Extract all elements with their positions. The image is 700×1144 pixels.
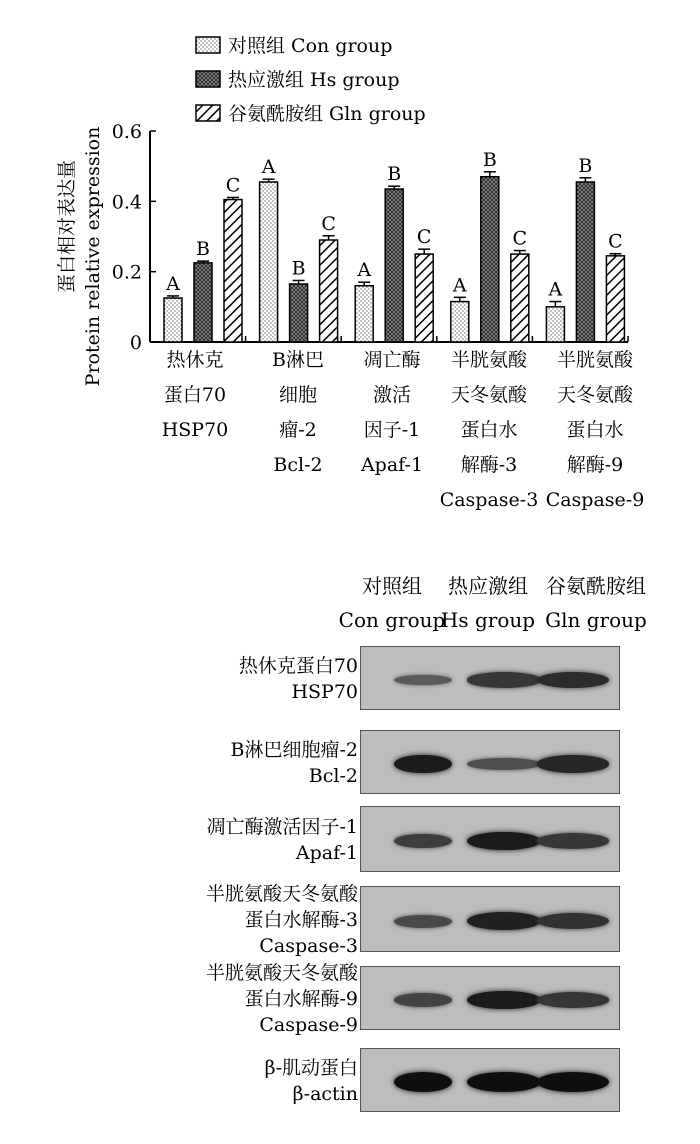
column-header-en: Con group <box>338 608 446 632</box>
significance-letter: C <box>321 212 336 235</box>
bar <box>451 302 469 342</box>
category-label-line: 蛋白70 <box>163 384 227 406</box>
row-label-en: Caspase-9 <box>259 1014 358 1036</box>
blot-band <box>394 675 452 686</box>
significance-letter: B <box>291 257 306 280</box>
category-label-line: 瘤-2 <box>279 419 317 441</box>
bar <box>194 263 212 342</box>
bar <box>511 254 529 342</box>
blot-band <box>537 1072 609 1092</box>
blot-band <box>467 832 541 851</box>
blot-panel <box>360 730 620 794</box>
category-label-line: Caspase-3 <box>439 489 539 511</box>
category-label-line: 天冬氨酸 <box>450 384 528 406</box>
blot-panel <box>360 1048 620 1112</box>
y-tick-label: 0.6 <box>111 121 142 143</box>
category-label-line: 激活 <box>372 384 412 406</box>
blot-band <box>467 1072 541 1092</box>
significance-letter: B <box>387 163 402 186</box>
significance-letter: A <box>261 156 276 179</box>
significance-letter: A <box>548 278 563 301</box>
legend-swatch <box>196 71 220 87</box>
bars <box>164 149 624 342</box>
category-label-line: 因子-1 <box>363 419 421 441</box>
row-label-zh: 凋亡酶激活因子-1 <box>206 816 358 838</box>
legend-label: 谷氨酰胺组 Gln group <box>228 103 426 125</box>
category-label-line: 解酶-9 <box>566 454 624 476</box>
y-tick-label: 0 <box>129 332 142 354</box>
blot-panel <box>360 966 620 1030</box>
significance-letter: C <box>512 227 528 250</box>
blot-panel <box>360 806 620 872</box>
row-label-en: Bcl-2 <box>308 765 358 787</box>
row-label-zh: 热休克蛋白70 <box>238 655 358 677</box>
row-label-zh: 半胱氨酸天冬氨酸 <box>205 962 358 984</box>
blot-band <box>467 672 541 687</box>
significance-letter: C <box>608 230 623 253</box>
bar <box>290 284 308 342</box>
category-label-line: HSP70 <box>161 419 229 441</box>
legend <box>196 35 426 125</box>
bar <box>385 189 403 342</box>
significance-letter: B <box>482 148 497 171</box>
bar <box>481 177 499 342</box>
blot-band <box>394 1072 452 1092</box>
bar <box>606 256 624 342</box>
bar <box>260 182 278 342</box>
category-label-line: 凋亡酶 <box>363 349 421 371</box>
blot-band <box>467 912 541 930</box>
bar <box>224 200 242 342</box>
row-label-en: Caspase-3 <box>259 935 358 957</box>
blot-band <box>467 991 541 1010</box>
significance-letter: A <box>452 274 467 297</box>
category-label-line: 半胱氨酸 <box>556 349 634 371</box>
category-label-line: 细胞 <box>278 384 318 406</box>
y-axis-label-zh: 蛋白相对表达量 <box>56 159 78 294</box>
category-labels <box>162 349 645 511</box>
category-label-line: 蛋白水 <box>566 419 624 441</box>
blot-band <box>394 993 452 1007</box>
y-axis-label-en: Protein relative expression <box>82 126 104 387</box>
legend-label: 热应激组 Hs group <box>228 69 400 91</box>
blot-band <box>537 913 609 929</box>
western-blot <box>0 560 700 1144</box>
category-label-line: Caspase-9 <box>545 489 645 511</box>
bar <box>164 298 182 342</box>
blot-band <box>394 755 452 774</box>
category-label-line: 天冬氨酸 <box>556 384 634 406</box>
bar <box>355 286 373 342</box>
category-label-line: 蛋白水 <box>460 419 518 441</box>
blot-band <box>394 915 452 928</box>
significance-letter: A <box>166 272 180 295</box>
blot-band <box>537 992 609 1007</box>
y-tick-label: 0.4 <box>111 191 142 214</box>
blot-panel <box>360 886 620 952</box>
category-label-line: Bcl-2 <box>273 454 323 476</box>
blot-band <box>394 834 452 848</box>
category-label-line: Apaf-1 <box>360 454 424 476</box>
blot-band <box>537 755 609 772</box>
column-header-en: Hs group <box>440 608 536 632</box>
row-label-zh: B淋巴细胞瘤-2 <box>230 739 358 761</box>
column-header-zh: 对照组 <box>362 574 422 598</box>
category-label-line: B淋巴 <box>272 349 324 371</box>
category-label-line: 解酶-3 <box>460 454 518 476</box>
significance-letter: B <box>578 154 593 177</box>
legend-swatch <box>196 105 220 121</box>
bar <box>546 307 564 342</box>
category-label-line: 半胱氨酸 <box>450 349 528 371</box>
row-label-zh: 蛋白水解酶-3 <box>244 909 358 931</box>
y-tick-label: 0.2 <box>111 261 142 284</box>
legend-label: 对照组 Con group <box>228 35 393 57</box>
legend-swatch <box>196 37 220 53</box>
column-header-zh: 热应激组 <box>448 574 528 598</box>
bar <box>415 254 433 342</box>
bar <box>576 182 594 342</box>
column-header-en: Gln group <box>545 608 647 632</box>
significance-letter: A <box>357 259 372 282</box>
column-header-zh: 谷氨酰胺组 <box>546 574 646 598</box>
blot-band <box>537 672 609 689</box>
row-label-en: Apaf-1 <box>295 842 358 864</box>
bar-chart <box>0 0 700 560</box>
bar <box>320 240 338 342</box>
blot-band <box>467 758 541 770</box>
row-label-zh: 蛋白水解酶-9 <box>244 988 358 1010</box>
category-label-line: 热休克 <box>166 349 224 371</box>
blot-panel <box>360 646 620 710</box>
blot-band <box>537 833 609 848</box>
row-label-zh: 半胱氨酸天冬氨酸 <box>205 883 358 905</box>
significance-letter: C <box>225 174 241 197</box>
axes <box>56 121 628 386</box>
row-label-en: β-actin <box>292 1083 358 1105</box>
row-label-en: HSP70 <box>291 681 358 703</box>
significance-letter: C <box>416 226 432 249</box>
significance-letter: B <box>196 238 210 261</box>
row-label-zh: β-肌动蛋白 <box>264 1057 358 1079</box>
